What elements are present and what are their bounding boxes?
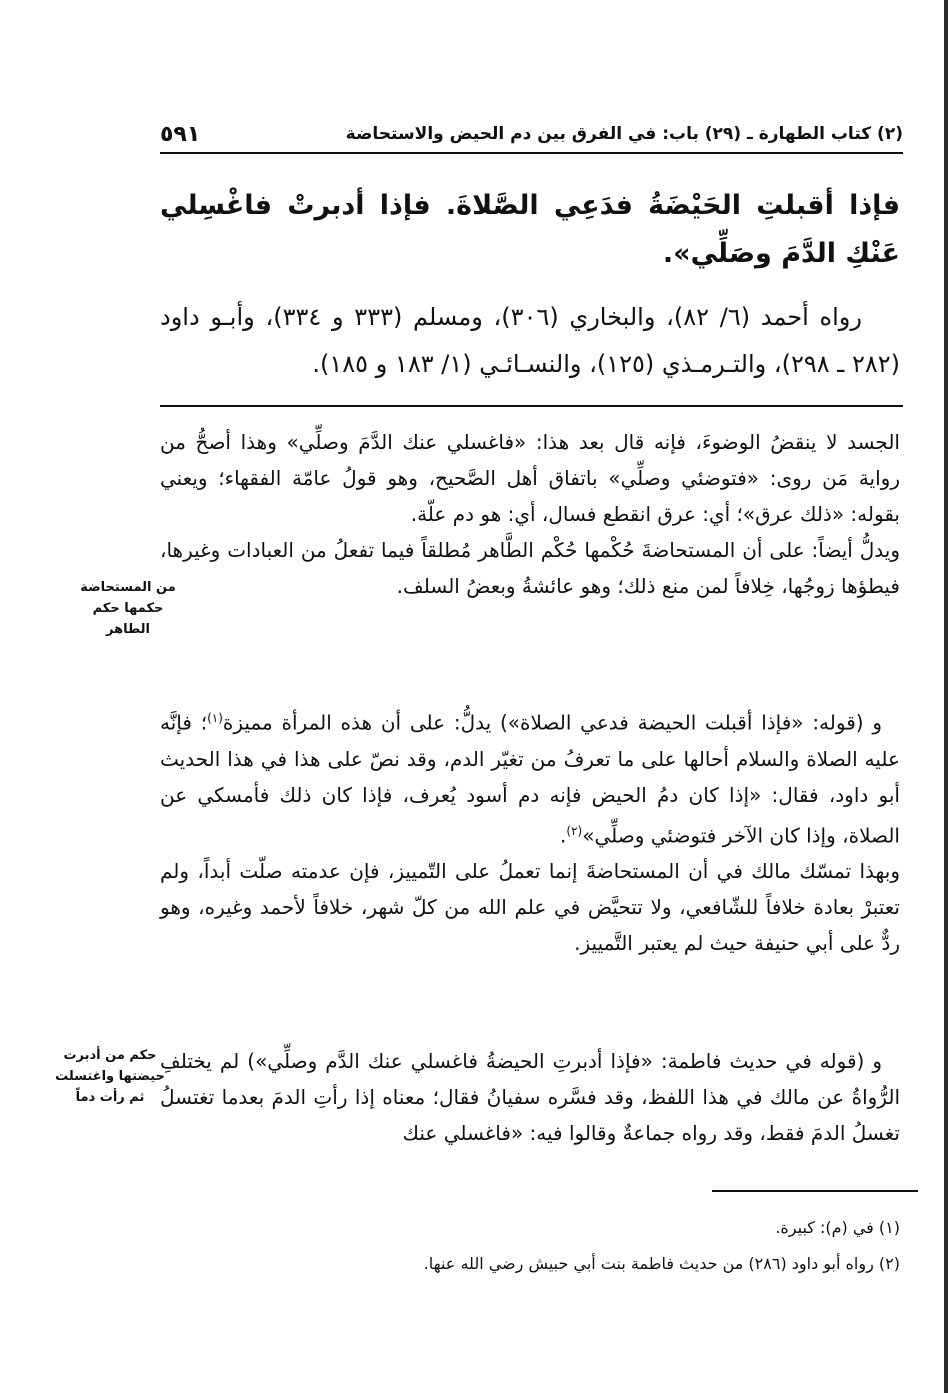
scan-edge	[944, 0, 948, 1393]
commentary-block-3	[160, 1043, 900, 1151]
footnote-1: (١) في (م): كبيرة.	[775, 1218, 900, 1237]
commentary-text: .	[560, 823, 567, 848]
hadith-takhrij: رواه أحمد (٦/ ٨٢)، والبخاري (٣٠٦)، ومسلم (٣٣٣ و ٣٣٤)، وأبـو داود (٢٨٢ ـ ٢٩٨)، والتـرمـذي (١٢٥)، والنسـائـي (١/ ١٨٣ و ١٨٥).	[160, 303, 900, 378]
commentary-paragraph	[160, 700, 900, 853]
commentary-paragraph: وبهذا تمسّك مالك في أن المستحاضةَ إنما تعملُ على التّمييز، فإن عدمته صلّت أبداً، ولم تعتبرْ بعادة خلافاً للشّافعي، ولا تتحيَّض في علم الله من كلّ شهر، خلافاً لأحمد وغيره، وهو ردٌّ على أبي حنيفة حيث لم يعتبر التَّمييز.	[160, 859, 900, 956]
commentary-paragraph: الجسد لا ينقضُ الوضوءَ، فإنه قال بعد هذا: «فاغسلي عنك الدَّمَ وصلِّي» وهذا أصحُّ من رواية مَن روى: «فتوضئي وصلِّي» باتفاق أهل الصَّحيح، وهو قولُ عامّة الفقهاء؛ ويعني بقوله: «ذلك عرق»؛ أي: عرق انقطع فسال، أي: هو دم علّة.	[160, 430, 900, 526]
footnote-rule	[712, 1190, 918, 1192]
commentary-paragraph: ويدلُّ أيضاً: على أن المستحاضةَ حُكْمها حُكْم الطَّاهر مُطلقاً فيما تفعلُ من العبادات وغيرها، فيطؤها زوجُها، خِلافاً لمن منع ذلك؛ وهو عائشةُ وبعضُ السلف.	[160, 538, 900, 598]
running-head: (٢) كتاب الطهارة ـ (٢٩) باب: في الفرق بين دم الحيض والاستحاضة	[345, 124, 903, 144]
margin-note: من المستحاضة حكمها حكم الطاهر	[80, 580, 176, 637]
page-number: ٥٩١	[160, 122, 201, 147]
header-rule	[160, 152, 903, 154]
footnote-marker-2[interactable]: (٢)	[566, 823, 583, 838]
hadith-line: فإذا أقبلتِ الحَيْضَةُ فدَعِي الصَّلاةَ. فإذا أدبرتْ فاغْسِلي عَنْكِ الدَّمَ وصَلِّي».	[160, 190, 900, 269]
commentary-paragraph: و (قوله في حديث فاطمة: «فإذا أدبرتِ الحيضةُ فاغسلي عنك الدَّم وصلِّي») لم يختلفِ الرُّواةُ عن مالك في هذا اللفظ، وقد فسَّره سفيانُ فقال؛ معناه إذا رأتِ الدمَ بعدما تغتسلُ تغسلُ الدمَ فقط، وقد رواه جماعةٌ وقالوا فيه: «فاغسلي عنك	[160, 1049, 900, 1145]
commentary-text: ؛ فإنَّه عليه الصلاة والسلام أحالها على ما تعرفُ من تغيّر الدم، وقد نصّ على هذا في هذا الحديث أبو داود، فقال: «إذا كان دمُ الحيض فإنه دم أسود يُعرف، فإذا كان ذلك فأمسكي عن الصلاة، وإذا كان الآخر فتوضئي وصلِّي»	[160, 710, 900, 848]
footnote-2: (٢) رواه أبو داود (٢٨٦) من حديث فاطمة بنت أبي حبيش رضي الله عنها.	[423, 1254, 900, 1273]
footnotes	[160, 1210, 900, 1282]
commentary-block-2	[160, 700, 900, 961]
margin-note: حكم من أدبرت حيضتها واغتسلت ثم رأت دماً	[55, 1048, 165, 1105]
commentary-text: و (قوله: «فإذا أقبلت الحيضة فدعي الصلاة») يدلُّ: على أن هذه المرأة مميزة	[222, 710, 882, 735]
page-header	[160, 118, 903, 162]
section-divider	[160, 405, 903, 407]
footnote-marker-1[interactable]: (١)	[207, 711, 223, 725]
hadith-text-block	[160, 182, 900, 388]
commentary-block-1	[160, 424, 900, 604]
